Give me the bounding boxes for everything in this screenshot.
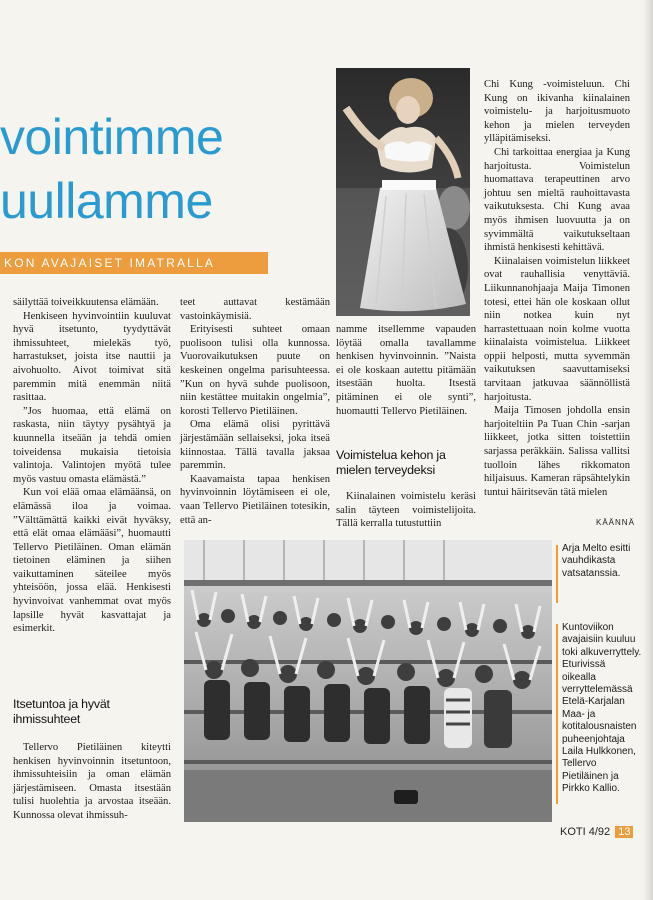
- paragraph: teet auttavat kestämään vastoinkäymisiä.: [180, 297, 330, 322]
- subheading-gymnastics: Voimistelua kehon ja mielen terveydeksi: [336, 448, 446, 477]
- article-column-1: [13, 296, 171, 636]
- paragraph: säilyttää toiveikkuutensa elämään.: [13, 297, 159, 308]
- paragraph: Tellervo Pietiläinen kiteytti henkisen hyvinvoinnin itsetuntoon, ihmissuhteisiin ja oman elämän järjestämiseen. Omasta itsestään tulisi huolehtia ja arvostaa itseään. Kunnossa olevat ihmissuh-: [13, 742, 171, 821]
- paragraph: Maija Timosen johdolla ensin harjoiteltiin Pa Tuan Chin -sarjan liikkeet, jotka sitten toistettiin sarjassa peräkkäin. Salissa vallitsi tuolloin lähes rikkomaton hiljaisuus. Kameran räpsähtelykin tuntui häiritsevän tätä mielen: [484, 405, 630, 498]
- article-column-2: [180, 296, 330, 527]
- paragraph: Henkiseen hyvinvointiin kuuluvat hyvä itsetunto, tyydyttävät ihmissuhteet, mielekäs työ, harrastukset, joista itse nauttii ja aivohuolto. Aivot toimivat sitä paremmin mitä enemmän niitä rasittaa.: [13, 310, 171, 404]
- caption-gym: Kuntoviikon avajaisiin kuuluu toki alkuverryttely. Eturivissä oikealla verryttelemässä Etelä-Karjalan Maa- ja kotitalousnaisten puheenjohtaja Laila Hulkkonen, Tellervo Pietiläinen ja Pirkko Kallio.: [562, 622, 642, 795]
- section-kicker: KON AVAJAISET IMATRALLA: [0, 252, 268, 274]
- subheading-self-esteem: Itsetuntoa ja hyvät ihmissuhteet: [13, 697, 110, 726]
- page-number: 13: [615, 826, 633, 838]
- page-edge-shadow: [643, 0, 653, 900]
- paragraph: Erityisesti suhteet omaan puolisoon tulisi olla kunnossa. Vuorovaikutuksen puute on keskeinen ongelma parisuhteessa. ”Kun on hyvä suhde puolisoon, niin kestättee muitakin ongelmia”, korosti Tellervo Pietiläinen.: [180, 324, 330, 417]
- gym-hall-photo: [184, 540, 552, 822]
- caption-rule: [556, 545, 558, 603]
- article-column-4: [484, 78, 630, 499]
- paragraph: ”Jos huomaa, että elämä on raskasta, niin täytyy pysähtyä ja kuunnella itseään ja tehdä omien toiveidensa mukaisia tietoisia valintoja. Valintojen myötä tulee myös vastuu omasta elämästä.”: [13, 405, 171, 485]
- page-footer: [560, 826, 633, 838]
- turn-page-marker: KÄÄNNÄ: [596, 518, 635, 527]
- caption-dancer: Arja Melto esitti vauhdikasta vatsatanssia.: [562, 543, 631, 579]
- paragraph: Kiinalaisen voimistelun liikkeet ovat rauhallisia venyttäviä. Liikunnanohjaaja Maija Timonen totesi, ettei hän ole koskaan ollut niin notkea kuin nyt harrastettuaan noin kolme vuotta kiinalaista voimistelua. Liikkeet oppii helposti, mutta syvemmän vaikutuksen saavuttamiseksi tarvitaan jatkuvaa säännöllistä harjoitusta.: [484, 255, 630, 403]
- paragraph: Chi tarkoittaa energiaa ja Kung harjoitusta. Voimistelun huomattava terapeuttinen arvo johtuu sen mieltä rauhoittavasta vaikutuksesta. Chi Kung avaa myös ihmisen luovuutta ja on syvimmältä vaikutukseltaan ihmistä henkisesti kehittävä.: [484, 146, 630, 254]
- article-column-1-cont: [13, 741, 171, 823]
- caption-rule: [556, 624, 558, 804]
- magazine-issue: KOTI 4/92: [560, 826, 611, 838]
- paragraph: Kiinalainen voimistelu keräsi salin täyteen voimistelijoita. Tällä kerralla tutustuttiin: [336, 491, 476, 530]
- belly-dancer-photo: [336, 68, 470, 316]
- article-column-3-cont: [336, 490, 476, 531]
- headline-line-1: vointimme: [0, 109, 224, 165]
- paragraph: Chi Kung -voimisteluun. Chi Kung on ikivanha kiinalainen voimistelu- ja harjoitusmuoto kehon ja mielen terveyden ylläpitämiseksi.: [484, 79, 630, 145]
- paragraph: Oma elämä olisi pyrittävä järjestämään sellaiseksi, joka itseä kiinnostaa. Tällä tavalla jaksaa paremmin.: [180, 419, 330, 472]
- headline-line-2: uullamme: [0, 173, 213, 229]
- paragraph: namme itsellemme vapauden löytää omalla tavallamme henkisen hyvinvoinnin. ”Naista ei ole koskaan autettu pitämään itsestään huolta. Itsestä pitäminen ei ole synti”, huomautti Tellervo Pietiläinen.: [336, 324, 476, 417]
- article-column-3: [336, 323, 476, 418]
- paragraph: Kaavamaista tapaa henkisen hyvinvoinnin löytämiseen ei ole, vaan Tellervo Pietiläinen totesikin, että an-: [180, 473, 330, 526]
- paragraph: Kun voi elää omaa elämäänsä, on elämässä iloa ja voimaa. ”Välttämättä kaikki eivät hyväksy, että elät omaa elämääsi”, huomautti Tellervo Pietiläinen. Oman elämän tietoinen eläminen ja siihen vaikuttaminen säteilee myös yhteisöön, jossa elää. Henkisesti hyvinvoivat vanhemmat ovat myös lapsille hyvät kasvattajat ja esimerkit.: [13, 487, 171, 635]
